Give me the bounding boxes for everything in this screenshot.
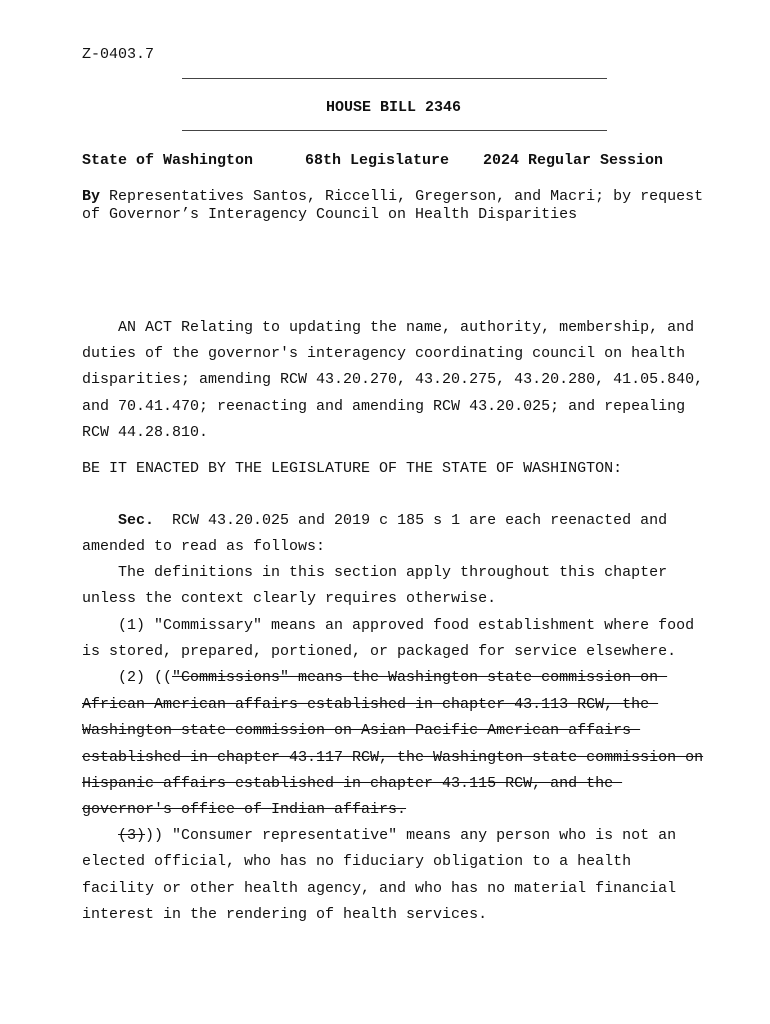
title-top-rule (182, 78, 607, 79)
session-legislature: 68th Legislature (305, 152, 450, 169)
item-3-rest: )) "Consumer representative" means any person who is not an (145, 827, 677, 844)
item-3-line-3: facility or other health agency, and who has no material financial (82, 880, 677, 897)
definitions-line-1: The definitions in this section apply throughout this chapter (82, 564, 668, 581)
session-state: State of Washington (82, 152, 254, 169)
struck-number: (3) (118, 827, 146, 844)
act-line: duties of the governor's interagency coordinating council on health (82, 345, 686, 362)
struck-text: established in chapter 43.117 RCW, the Washington state commission on (82, 749, 704, 766)
struck-text: Hispanic affairs established in chapter 43.115 RCW, and the (82, 775, 623, 792)
item-3-line-1 (82, 827, 676, 844)
struck-text: Washington state commission on Asian Pacific American affairs (82, 722, 641, 739)
act-line: and 70.41.470; reenacting and amending RCW 43.20.025; and repealing (82, 398, 686, 415)
document-code: Z-0403.7 (82, 46, 155, 63)
item-1-line-2: is stored, prepared, portioned, or packaged for service elsewhere. (82, 643, 677, 660)
item-1-line-1: (1) "Commissary" means an approved food establishment where food (82, 617, 695, 634)
item-3-indent (82, 827, 118, 844)
by-label: By (82, 188, 101, 205)
item-3-line-2: elected official, who has no fiduciary obligation to a health (82, 853, 632, 870)
struck-text: African American affairs established in chapter 43.113 RCW, the (82, 696, 659, 713)
title-bottom-rule (182, 130, 607, 131)
sponsors-line-2: of Governor’s Interagency Council on Health Disparities (82, 206, 578, 223)
session-regular: 2024 Regular Session (483, 152, 664, 169)
act-line: AN ACT Relating to updating the name, authority, membership, and (82, 319, 695, 336)
sponsors-line-1 (82, 188, 703, 205)
definitions-line-2: unless the context clearly requires otherwise. (82, 590, 497, 607)
sec-label: Sec. (118, 512, 155, 529)
enacting-clause: BE IT ENACTED BY THE LEGISLATURE OF THE STATE OF WASHINGTON: (82, 460, 623, 477)
section-line-1 (82, 512, 667, 529)
act-line: RCW 44.28.810. (82, 424, 209, 441)
bill-title: HOUSE BILL 2346 (326, 99, 462, 116)
sponsors-names: Representatives Santos, Riccelli, Gregerson, and Macri; by request (100, 188, 704, 205)
struck-text: governor's office of Indian affairs. (82, 801, 407, 818)
struck-text: "Commissions" means the Washington state commission on (172, 669, 668, 686)
sec-line-rest: RCW 43.20.025 and 2019 c 185 s 1 are each reenacted and (154, 512, 668, 529)
item-3-line-4: interest in the rendering of health services. (82, 906, 488, 923)
section-line-2: amended to read as follows: (82, 538, 326, 555)
item-2-line-1 (82, 669, 667, 686)
act-line: disparities; amending RCW 43.20.270, 43.20.275, 43.20.280, 41.05.840, (82, 371, 704, 388)
item-2-prefix: (2) (( (82, 669, 173, 686)
